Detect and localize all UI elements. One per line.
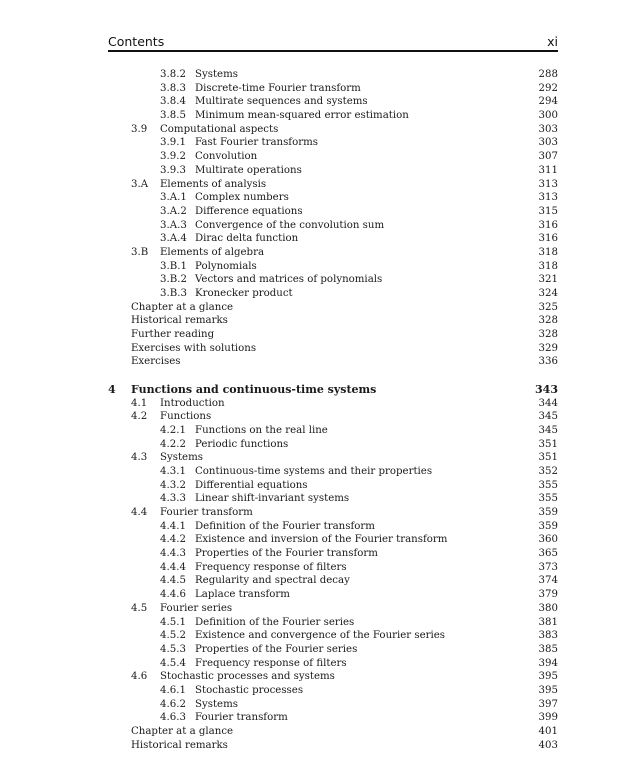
toc-entry-page: 303 xyxy=(538,137,558,149)
toc-entry-title: Historical remarks xyxy=(131,739,228,751)
toc-entry-title: Definition of the Fourier transform xyxy=(195,520,375,532)
toc-entry-title: Kronecker product xyxy=(195,288,293,299)
toc-entry[interactable] xyxy=(108,438,558,452)
toc-entry[interactable] xyxy=(108,232,558,246)
toc-entry-number: 3.9.3 xyxy=(160,164,186,176)
toc-entry-title: Difference equations xyxy=(195,205,303,217)
toc-entry-title: Minimum mean-squared error estimation xyxy=(195,110,409,122)
toc-entry-page: 344 xyxy=(538,397,558,409)
toc-entry-title: Stochastic processes and systems xyxy=(160,671,335,683)
toc-entry[interactable] xyxy=(108,287,558,301)
toc-entry-title: Stochastic processes xyxy=(195,684,304,696)
toc-entry-title: Properties of the Fourier series xyxy=(195,643,358,655)
toc-entry-number: 4.4.5 xyxy=(160,575,186,587)
toc-entry-title: Further reading xyxy=(131,329,215,341)
toc-entry-title: Chapter at a glance xyxy=(131,726,234,737)
toc-entry[interactable] xyxy=(108,273,558,287)
toc-entry-page: 318 xyxy=(538,260,558,272)
toc-entry-page: 374 xyxy=(538,575,558,587)
toc-entry-title: Systems xyxy=(195,698,238,710)
toc-entry-page: 394 xyxy=(538,657,558,669)
toc-entry[interactable] xyxy=(108,725,558,739)
toc-entry-title: Dirac delta function xyxy=(195,233,299,245)
toc-entry-number: 4.4.3 xyxy=(160,548,186,560)
toc-entry-page: 307 xyxy=(538,151,558,163)
toc-entry[interactable] xyxy=(108,739,558,753)
toc-entry-title: Convolution xyxy=(195,151,258,163)
toc-entry-number: 4.2.2 xyxy=(160,438,186,450)
toc-entry-number: 3.8.2 xyxy=(160,69,186,80)
toc-entry-page: 316 xyxy=(538,219,558,231)
toc-entry-title: Definition of the Fourier series xyxy=(195,616,355,628)
toc-entry-number: 3.B.3 xyxy=(160,288,187,299)
toc-entry-page: 328 xyxy=(538,329,558,341)
toc-entry-page: 359 xyxy=(538,507,558,518)
toc-entry[interactable] xyxy=(108,219,558,233)
toc-entry-number: 4.2 xyxy=(131,411,148,423)
toc-entry-title: Regularity and spectral decay xyxy=(195,575,350,587)
toc-entry-title: Fourier transform xyxy=(160,507,253,518)
toc-entry-number: 3.9 xyxy=(131,123,148,135)
toc-entry[interactable] xyxy=(108,533,558,547)
toc-entry-page: 324 xyxy=(538,288,558,299)
toc-entry-page: 401 xyxy=(538,726,558,737)
toc-entry-page: 313 xyxy=(538,192,558,204)
toc-entry-title: Elements of analysis xyxy=(160,178,267,190)
toc-entry[interactable] xyxy=(108,260,558,274)
toc-entry-page: 379 xyxy=(538,589,558,601)
toc-entry-page: 359 xyxy=(538,520,558,532)
toc-entry-title: Functions xyxy=(160,411,212,423)
toc-entry[interactable] xyxy=(108,629,558,643)
toc-entry-title: Fourier series xyxy=(160,602,233,614)
header-rule xyxy=(108,50,558,52)
toc-entry[interactable] xyxy=(108,684,558,698)
toc-entry[interactable] xyxy=(108,574,558,588)
toc-entry-number: 3.B.1 xyxy=(160,260,187,272)
toc-entry-number: 3.A.3 xyxy=(160,219,187,231)
toc-entry-page: 351 xyxy=(538,438,558,450)
chapter-number: 4 xyxy=(108,382,116,396)
toc-entry[interactable] xyxy=(108,191,558,205)
toc-entry-page: 303 xyxy=(538,123,558,135)
toc-entry[interactable] xyxy=(108,520,558,534)
toc-entry-page: 318 xyxy=(538,246,558,258)
toc-entry-title: Vectors and matrices of polynomials xyxy=(195,274,383,286)
toc-entry-number: 4.5.2 xyxy=(160,630,186,642)
toc-entry-page: 313 xyxy=(538,178,558,190)
toc-chapter-entry[interactable] xyxy=(108,383,558,397)
toc-entry-number: 4.5.3 xyxy=(160,643,186,655)
toc-entry-number: 4.6 xyxy=(131,671,148,683)
chapter-title: Functions and continuous-time systems xyxy=(131,382,377,396)
toc-entry-page: 315 xyxy=(538,205,558,217)
toc-entry-title: Introduction xyxy=(160,397,225,409)
chapter-3-tail-entries xyxy=(108,68,558,369)
toc-entry-title: Fourier transform xyxy=(195,712,288,724)
running-head-title: Contents xyxy=(108,34,165,49)
toc-entry[interactable] xyxy=(108,314,558,328)
toc-entry-page: 311 xyxy=(538,164,558,176)
toc-entry-number: 4.4.2 xyxy=(160,534,186,546)
toc-entry-page: 329 xyxy=(538,342,558,354)
toc-entry-title: Existence and inversion of the Fourier transform xyxy=(195,534,448,546)
toc-entry[interactable] xyxy=(108,506,558,520)
toc-entry-title: Convergence of the convolution sum xyxy=(195,219,385,231)
toc-entry-number: 3.A.1 xyxy=(160,192,187,204)
toc-entry[interactable] xyxy=(108,465,558,479)
toc-entry[interactable] xyxy=(108,178,558,192)
toc-entry-number: 3.A.4 xyxy=(160,233,187,245)
toc-entry-title: Frequency response of filters xyxy=(195,561,347,573)
toc-entry-title: Properties of the Fourier transform xyxy=(195,548,378,560)
toc-entry-title: Continuous-time systems and their properties xyxy=(195,465,433,477)
toc-entry-page: 321 xyxy=(538,274,558,286)
toc-entry-number: 4.5.4 xyxy=(160,657,186,669)
toc-entry[interactable] xyxy=(108,451,558,465)
toc-entry-page: 345 xyxy=(538,411,558,423)
toc-entry-page: 351 xyxy=(538,452,558,464)
toc-entry[interactable] xyxy=(108,109,558,123)
toc-entry[interactable] xyxy=(108,95,558,109)
toc-entry-page: 360 xyxy=(538,534,558,546)
toc-entry-title: Chapter at a glance xyxy=(131,301,234,313)
toc-entry-page: 355 xyxy=(538,479,558,491)
toc-entry-page: 397 xyxy=(538,698,558,710)
toc-entry[interactable] xyxy=(108,561,558,575)
toc-entry-page: 395 xyxy=(538,684,558,696)
toc-entry-number: 3.9.1 xyxy=(160,137,186,149)
toc-entry-number: 4.4 xyxy=(131,507,148,518)
toc-entry[interactable] xyxy=(108,397,558,411)
toc-entry-number: 3.B.2 xyxy=(160,274,187,286)
toc-entry-number: 4.6.1 xyxy=(160,684,186,696)
toc-entry-title: Existence and convergence of the Fourier series xyxy=(195,630,446,642)
toc-entry-title: Laplace transform xyxy=(195,589,290,601)
toc-entry-title: Discrete-time Fourier transform xyxy=(195,82,361,94)
toc-entry[interactable] xyxy=(108,328,558,342)
toc-entry-title: Fast Fourier transforms xyxy=(195,137,318,149)
toc-entry-number: 4.6.2 xyxy=(160,698,186,710)
toc-entry-page: 373 xyxy=(538,561,558,573)
toc-entry-number: 4.6.3 xyxy=(160,712,186,724)
toc-entry-number: 3.A xyxy=(131,178,149,190)
toc-entry[interactable] xyxy=(108,424,558,438)
toc-entry-page: 380 xyxy=(538,602,558,614)
toc-entry-page: 325 xyxy=(538,301,558,313)
toc-entry-number: 3.9.2 xyxy=(160,151,186,163)
toc-entry-title: Linear shift-invariant systems xyxy=(195,493,350,505)
toc-entry-title: Polynomials xyxy=(195,260,257,272)
toc-entry[interactable] xyxy=(108,711,558,725)
toc-entry-page: 336 xyxy=(538,356,558,368)
toc-entry-page: 292 xyxy=(538,82,558,94)
toc-entry-number: 4.2.1 xyxy=(160,424,186,436)
toc-entry-page: 288 xyxy=(538,69,558,80)
toc-entry-page: 403 xyxy=(538,739,558,751)
page-number: xi xyxy=(547,34,558,49)
toc-entry-page: 381 xyxy=(538,616,558,628)
toc-entry-title: Computational aspects xyxy=(160,123,279,135)
toc-entry-page: 316 xyxy=(538,233,558,245)
toc-entry-title: Historical remarks xyxy=(131,315,228,327)
toc-entry-number: 4.3.3 xyxy=(160,493,186,505)
toc-entry-number: 4.5 xyxy=(131,602,148,614)
toc-entry[interactable] xyxy=(108,82,558,96)
toc-entry[interactable] xyxy=(108,698,558,712)
toc-entry-title: Exercises xyxy=(131,356,181,368)
table-of-contents xyxy=(108,68,558,752)
toc-entry[interactable] xyxy=(108,492,558,506)
toc-entry-number: 4.5.1 xyxy=(160,616,186,628)
toc-entry-title: Differential equations xyxy=(195,479,308,491)
toc-entry-title: Systems xyxy=(160,452,203,464)
toc-entry[interactable] xyxy=(108,136,558,150)
toc-entry-page: 328 xyxy=(538,315,558,327)
toc-entry-title: Frequency response of filters xyxy=(195,657,347,669)
chapter-page: 343 xyxy=(535,382,558,396)
toc-entry-page: 365 xyxy=(538,548,558,560)
toc-entry-number: 4.4.6 xyxy=(160,589,186,601)
toc-entry[interactable] xyxy=(108,547,558,561)
toc-entry[interactable] xyxy=(108,410,558,424)
toc-entry-number: 3.B xyxy=(131,246,149,258)
toc-entry[interactable] xyxy=(108,670,558,684)
toc-entry-page: 385 xyxy=(538,643,558,655)
toc-entry[interactable] xyxy=(108,150,558,164)
toc-entry-number: 4.3 xyxy=(131,452,148,464)
toc-entry[interactable] xyxy=(108,68,558,82)
toc-entry-title: Functions on the real line xyxy=(195,424,328,436)
toc-entry-number: 3.8.4 xyxy=(160,96,186,108)
toc-entry-page: 355 xyxy=(538,493,558,505)
toc-entry[interactable] xyxy=(108,164,558,178)
toc-entry-title: Complex numbers xyxy=(195,192,289,204)
toc-entry-title: Periodic functions xyxy=(195,438,289,450)
chapter-4-entries xyxy=(108,397,558,753)
toc-entry[interactable] xyxy=(108,355,558,369)
chapter-gap xyxy=(108,369,558,383)
toc-entry-page: 294 xyxy=(538,96,558,108)
toc-entry-number: 4.4.1 xyxy=(160,520,186,532)
toc-entry-number: 3.8.3 xyxy=(160,82,186,94)
toc-entry-title: Elements of algebra xyxy=(160,246,265,258)
toc-entry[interactable] xyxy=(108,602,558,616)
toc-entry-number: 4.3.1 xyxy=(160,465,186,477)
toc-entry[interactable] xyxy=(108,643,558,657)
toc-entry[interactable] xyxy=(108,205,558,219)
toc-entry-title: Exercises with solutions xyxy=(131,342,257,354)
toc-entry-page: 345 xyxy=(538,424,558,436)
toc-entry[interactable] xyxy=(108,616,558,630)
toc-entry[interactable] xyxy=(108,588,558,602)
toc-entry-number: 4.1 xyxy=(131,397,148,409)
toc-entry[interactable] xyxy=(108,657,558,671)
toc-entry[interactable] xyxy=(108,123,558,137)
toc-entry-page: 399 xyxy=(538,712,558,724)
toc-entry-page: 300 xyxy=(538,110,558,122)
toc-entry[interactable] xyxy=(108,479,558,493)
toc-entry-number: 3.8.5 xyxy=(160,110,186,122)
toc-entry-number: 4.3.2 xyxy=(160,479,186,491)
toc-entry[interactable] xyxy=(108,246,558,260)
toc-entry[interactable] xyxy=(108,301,558,315)
toc-entry-title: Multirate operations xyxy=(195,164,302,176)
toc-entry-page: 352 xyxy=(538,465,558,477)
toc-entry-title: Systems xyxy=(195,69,238,80)
toc-entry[interactable] xyxy=(108,342,558,356)
toc-entry-number: 3.A.2 xyxy=(160,205,187,217)
page-header xyxy=(108,34,558,50)
toc-entry-page: 383 xyxy=(538,630,558,642)
toc-entry-page: 395 xyxy=(538,671,558,683)
toc-entry-title: Multirate sequences and systems xyxy=(195,96,368,108)
toc-entry-number: 4.4.4 xyxy=(160,561,186,573)
